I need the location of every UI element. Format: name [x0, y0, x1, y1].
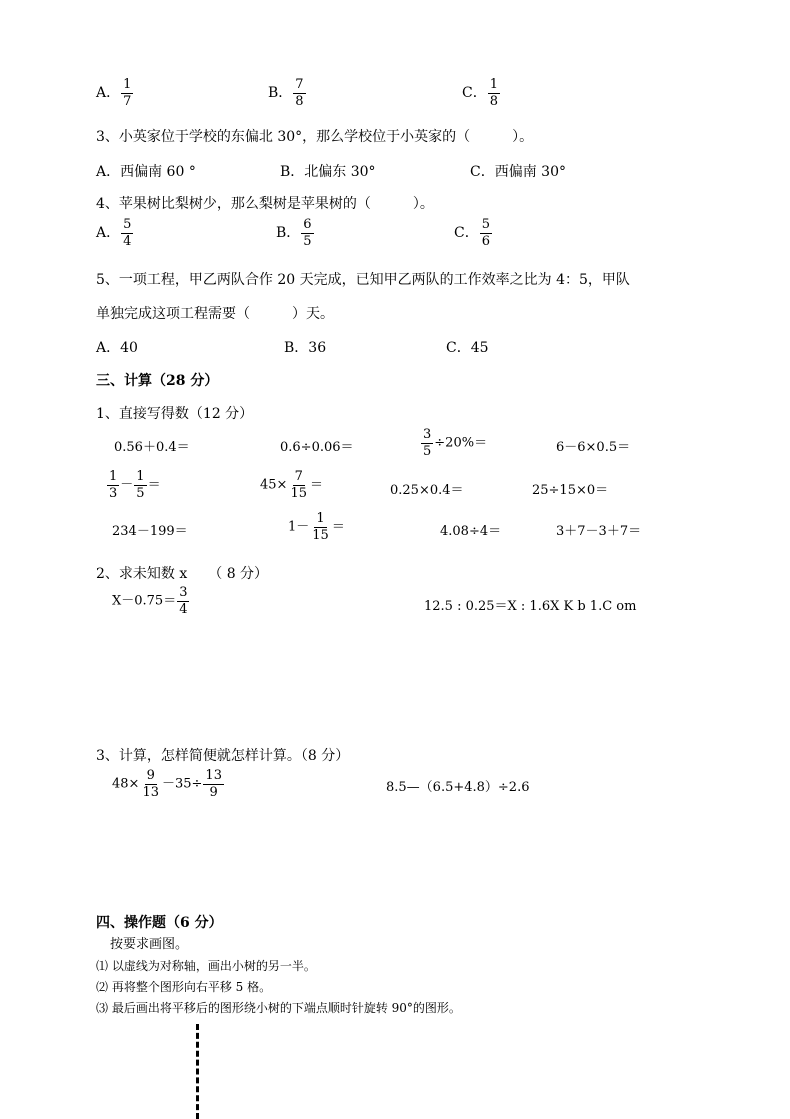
q2-option-b-label: B．: [268, 85, 293, 102]
denominator: 5: [423, 443, 432, 459]
fraction: [421, 428, 433, 458]
numerator: 7: [294, 469, 303, 484]
numerator: 3: [179, 585, 188, 600]
q4-option-b: [276, 218, 315, 248]
simplify-calc-1: [112, 769, 225, 799]
calc-r3c3: 4.08÷4＝: [440, 524, 502, 539]
calc-r3c2-head: 1－: [288, 519, 310, 535]
section-3-sub1: 1、直接写得数（12 分）: [96, 406, 254, 422]
equation-1-head: X－0.75＝: [112, 593, 177, 609]
q2-option-b: [268, 78, 307, 108]
q4-option-b-label: B．: [276, 225, 301, 242]
q5-stem-line1: 5、一项工程，甲乙两队合作 20 天完成，已知甲乙两队的工作效率之比为 4：5，甲队: [96, 272, 630, 288]
denominator: 7: [123, 93, 132, 109]
calc-r2c2-head: 45×: [260, 477, 288, 493]
numerator: 13: [205, 768, 222, 783]
calc-r1c2: 0.6÷0.06＝: [280, 440, 354, 455]
simplify-calc-1-mid: －35÷: [161, 776, 203, 792]
fraction: [288, 470, 309, 500]
numerator: 6: [303, 217, 312, 232]
denominator: 13: [142, 784, 159, 800]
denominator: 8: [489, 93, 498, 109]
q2-option-a: [96, 78, 134, 108]
calc-r1c3: [420, 428, 487, 458]
section-4-item-2: ⑵ 再将整个图形向右平移 5 格。: [96, 980, 272, 994]
q3-option-a: A．西偏南 60 °: [96, 164, 196, 180]
fraction: [203, 769, 224, 799]
numerator: 5: [123, 217, 132, 232]
numerator: 1: [489, 77, 498, 92]
operator: －: [120, 477, 134, 493]
q4-stem: 4、苹果树比梨树少，那么梨树是苹果树的（ ）。: [96, 196, 434, 212]
denominator: 5: [303, 233, 312, 249]
fraction: [140, 769, 161, 799]
denominator: 15: [312, 527, 329, 543]
numerator: 1: [136, 469, 145, 484]
calc-r1c3-tail: ÷20%＝: [434, 435, 488, 451]
numerator: 3: [423, 427, 432, 442]
q3-option-c: C．西偏南 30°: [470, 164, 566, 180]
q4-option-a-label: A．: [96, 225, 121, 242]
q4-option-c-label: C．: [454, 225, 479, 242]
q3-stem: 3、小英家位于学校的东偏北 30°，那么学校位于小英家的（ ）。: [96, 129, 534, 145]
equals: ＝: [331, 519, 345, 535]
calc-r2c4: 25÷15×0＝: [532, 483, 609, 498]
calc-r3c2: [288, 512, 345, 542]
q5-option-b: B．36: [284, 340, 327, 356]
numerator: 1: [316, 511, 325, 526]
equation-1: [112, 586, 190, 616]
calc-r1c4: 6－6×0.5＝: [556, 440, 631, 455]
calc-r3c4: 3＋7－3＋7＝: [556, 524, 642, 539]
calc-r3c1: 234－199＝: [112, 524, 188, 539]
fraction: [480, 218, 492, 248]
fraction: [134, 470, 146, 500]
denominator: 8: [295, 93, 304, 109]
q4-option-a: [96, 218, 134, 248]
denominator: 4: [179, 601, 188, 617]
section-4-intro: 按要求画图。: [110, 937, 189, 952]
simplify-calc-1-head: 48×: [112, 776, 140, 792]
denominator: 6: [481, 233, 490, 249]
q5-stem-line2: 单独完成这项工程需要（ ）天。: [96, 306, 334, 322]
calc-r2c3: 0.25×0.4＝: [390, 483, 464, 498]
q4-option-c: [454, 218, 493, 248]
equation-2: 12.5 : 0.25＝X : 1.6X K b 1.C om: [424, 599, 637, 614]
q5-option-a: A．40: [96, 340, 138, 356]
q5-option-c: C．45: [446, 340, 489, 356]
fraction: [121, 78, 133, 108]
denominator: 15: [290, 485, 307, 501]
section-4-item-3: ⑶ 最后画出将平移后的图形绕小树的下端点顺时针旋转 90°的图形。: [96, 1001, 461, 1015]
equals: ＝: [309, 477, 323, 493]
q2-option-c: [462, 78, 501, 108]
numerator: 7: [295, 77, 304, 92]
fraction: [121, 218, 133, 248]
numerator: 5: [481, 217, 490, 232]
calc-r1c1: 0.56＋0.4＝: [114, 440, 190, 455]
simplify-calc-2: 8.5—（6.5+4.8）÷2.6: [386, 780, 530, 795]
equals: ＝: [147, 477, 161, 493]
fraction: [488, 78, 500, 108]
section-4-heading: 四、操作题（6 分）: [96, 915, 223, 931]
calc-r2c2: [260, 470, 323, 500]
fraction: [177, 586, 189, 616]
q3-option-b: B．北偏东 30°: [280, 164, 376, 180]
denominator: 5: [136, 485, 145, 501]
q2-option-c-label: C．: [462, 85, 487, 102]
denominator: 4: [123, 233, 132, 249]
q2-option-a-label: A．: [96, 85, 121, 102]
numerator: 1: [109, 469, 118, 484]
section-3-heading: 三、计算（28 分）: [96, 373, 219, 389]
fraction: [301, 218, 313, 248]
denominator: 9: [209, 784, 218, 800]
symmetry-axis-dashed-line: [196, 1024, 199, 1119]
section-4-item-1: ⑴ 以虚线为对称轴，画出小树的另一半。: [96, 959, 316, 973]
numerator: 9: [146, 768, 155, 783]
section-3-sub3: 3、计算，怎样简便就怎样计算。（8 分）: [96, 748, 350, 764]
numerator: 1: [123, 77, 132, 92]
fraction: [293, 78, 305, 108]
calc-r2c1: [106, 470, 161, 500]
fraction: [310, 512, 331, 542]
fraction: [107, 470, 119, 500]
denominator: 3: [109, 485, 118, 501]
section-3-sub2: 2、求未知数 x （ 8 分）: [96, 566, 269, 582]
